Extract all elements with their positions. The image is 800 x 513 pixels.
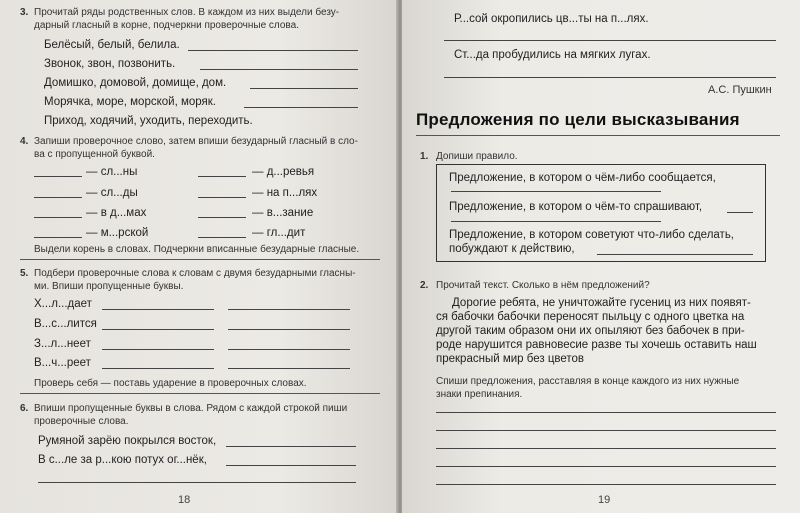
task3-row: Домишко, домовой, домище, дом. — [44, 77, 227, 89]
rule-box — [436, 164, 766, 262]
task4-number: 4. — [20, 136, 29, 147]
task3-instruction-line2: дарный гласный в корне, подчеркни проверочные слова. — [34, 20, 299, 31]
answer-line[interactable] — [102, 309, 214, 310]
answer-line[interactable] — [250, 88, 358, 89]
task3-row: Белёсый, белый, белила. — [44, 39, 180, 51]
rule-text: Предложение, в котором советуют что-либо сделать, — [449, 229, 735, 241]
answer-line[interactable] — [451, 191, 661, 192]
divider — [20, 393, 380, 394]
poem-line: Р...сой окропились цв...ты на п...лях. — [454, 13, 649, 25]
task1-instruction: Допиши правило. — [436, 151, 518, 162]
answer-line[interactable] — [228, 349, 350, 350]
section-title: Предложения по цели высказывания — [416, 110, 740, 129]
answer-line[interactable] — [436, 466, 776, 467]
answer-line[interactable] — [436, 412, 776, 413]
answer-line[interactable] — [228, 368, 350, 369]
answer-line[interactable] — [228, 329, 350, 330]
task6-number: 6. — [20, 403, 29, 414]
answer-line[interactable] — [34, 176, 82, 177]
task3-number: 3. — [20, 7, 29, 18]
task3-row: Морячка, море, морской, моряк. — [44, 96, 216, 108]
rule-text: Предложение, в котором о чём-то спрашивают, — [449, 201, 703, 213]
task5-instruction-line2: ми. Впиши пропущенные буквы. — [34, 281, 184, 292]
task2-text-line: роде нарушится равновесие разве ты хочешь оставить наш — [436, 339, 757, 351]
answer-line[interactable] — [226, 465, 356, 466]
answer-line[interactable] — [102, 329, 214, 330]
task4-instruction-line1: Запиши проверочное слово, затем впиши безударный гласный в сло- — [34, 136, 358, 147]
answer-line[interactable] — [444, 40, 776, 41]
poem-line: Румяной зарёю покрылся восток, — [38, 435, 217, 447]
task4-word: — сл...ны — [86, 166, 138, 178]
task2-text-line: Дорогие ребята, не уничтожайте гусениц из них появят- — [452, 297, 751, 309]
task4-note: Выдели корень в словах. Подчеркни вписанные безударные гласные. — [34, 244, 360, 255]
answer-line[interactable] — [436, 430, 776, 431]
task2-copy-instruction: Спиши предложения, расставляя в конце каждого из них нужные — [436, 376, 740, 387]
answer-line[interactable] — [102, 368, 214, 369]
task5-number: 5. — [20, 268, 29, 279]
answer-line[interactable] — [198, 217, 246, 218]
rule-text: Предложение, в котором о чём-либо сообщается, — [449, 172, 716, 184]
task2-text-line: прекрасный мир без цветов — [436, 353, 585, 365]
title-underline — [416, 135, 780, 136]
answer-line[interactable] — [198, 197, 246, 198]
divider — [20, 259, 380, 260]
answer-line[interactable] — [34, 197, 82, 198]
task4-word: — на п...лях — [252, 187, 318, 199]
task2-copy-instruction: знаки препинания. — [436, 389, 523, 400]
task1-number: 1. — [420, 151, 429, 162]
task4-instruction-line2: ва с пропущенной буквой. — [34, 149, 155, 160]
task5-note: Проверь себя — поставь ударение в проверочных словах. — [34, 378, 307, 389]
task3-row: Звонок, звон, позвонить. — [44, 58, 176, 70]
answer-line[interactable] — [244, 107, 358, 108]
task6-instruction-line1: Впиши пропущенные буквы в слова. Рядом с каждой строкой пиши — [34, 403, 348, 414]
poem-line: В с...ле за р...кою потух ог...нёк, — [38, 454, 207, 466]
answer-line[interactable] — [34, 217, 82, 218]
task2-number: 2. — [420, 280, 429, 291]
task4-word: — в д...мах — [86, 207, 147, 219]
task4-word: — в...зание — [252, 207, 314, 219]
answer-line[interactable] — [226, 446, 356, 447]
task5-word: В...ч...реет — [34, 357, 91, 369]
page-number: 18 — [178, 494, 191, 506]
answer-line[interactable] — [198, 176, 246, 177]
right-page — [402, 0, 800, 513]
task2-instruction: Прочитай текст. Сколько в нём предложений? — [436, 280, 650, 291]
task4-word: — м...рской — [86, 227, 149, 239]
task3-instruction-line1: Прочитай ряды родственных слов. В каждом из них выдели безу- — [34, 7, 340, 18]
task5-instruction-line1: Подбери проверочные слова к словам с двумя безударными гласны- — [34, 268, 356, 279]
answer-line[interactable] — [38, 482, 356, 483]
answer-line[interactable] — [200, 69, 358, 70]
task4-word: — д...ревья — [252, 166, 315, 178]
answer-line[interactable] — [34, 237, 82, 238]
answer-line[interactable] — [727, 212, 753, 213]
task4-word: — гл...дит — [252, 227, 306, 239]
answer-line[interactable] — [102, 349, 214, 350]
answer-line[interactable] — [188, 50, 358, 51]
task5-word: Х...л...дает — [34, 298, 92, 310]
answer-line[interactable] — [444, 77, 776, 78]
answer-line[interactable] — [436, 448, 776, 449]
task4-word: — сл...ды — [86, 187, 138, 199]
answer-line[interactable] — [451, 221, 661, 222]
author: А.С. Пушкин — [708, 84, 772, 96]
task6-instruction-line2: проверочные слова. — [34, 416, 129, 427]
answer-line[interactable] — [228, 309, 350, 310]
task2-text-line: другой таким образом они их опыляют без бабочек в при- — [436, 325, 745, 337]
task5-word: З...л...неет — [34, 338, 91, 350]
task3-row: Приход, ходячий, уходить, переходить. — [44, 115, 253, 127]
page-number: 19 — [598, 494, 611, 506]
poem-line: Ст...да пробудились на мягких лугах. — [454, 49, 651, 61]
left-page — [0, 0, 398, 513]
answer-line[interactable] — [198, 237, 246, 238]
answer-line[interactable] — [436, 484, 776, 485]
task5-word: В...с...лится — [34, 318, 97, 330]
answer-line[interactable] — [597, 254, 753, 255]
rule-text: побуждают к действию, — [449, 243, 575, 255]
task2-text-line: ся бабочки бабочки переносят пыльцу с одного цветка на — [436, 311, 745, 323]
